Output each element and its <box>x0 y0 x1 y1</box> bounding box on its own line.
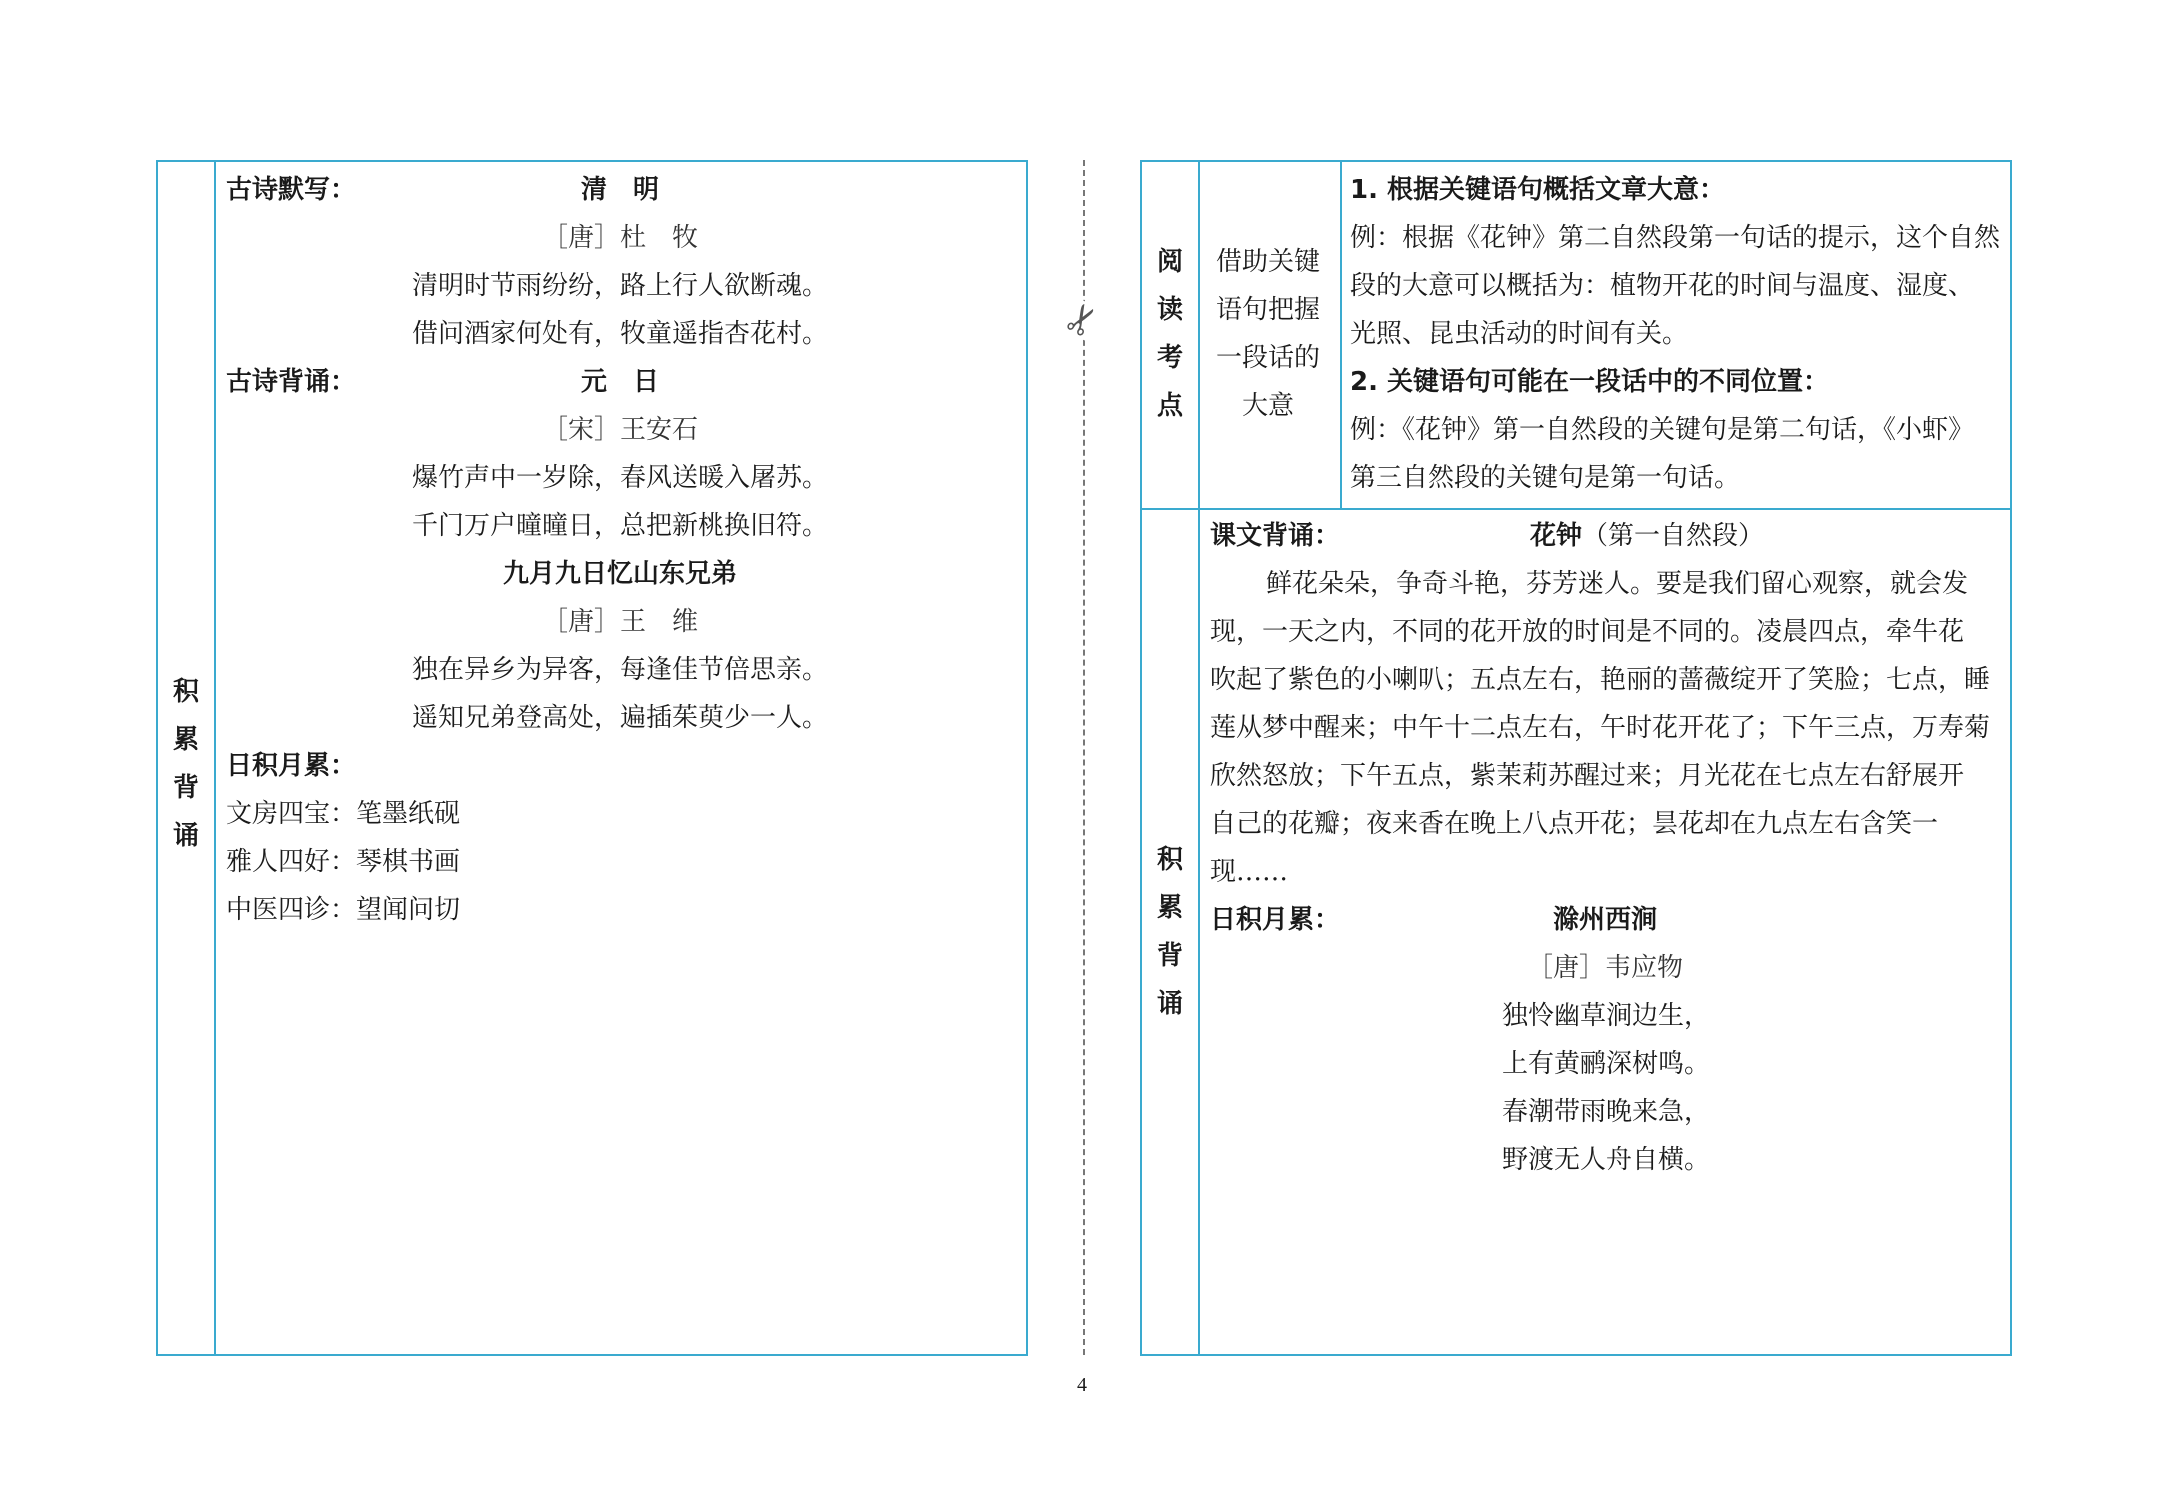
side-label-char: 背 <box>172 773 199 803</box>
recite-line: 现…… <box>1210 857 1289 887</box>
reading-topic-divider <box>1340 162 1342 508</box>
recite-title: 花钟 <box>1530 521 1583 551</box>
topic-line: 大意 <box>1241 391 1294 421</box>
right-row-divider <box>1142 508 2010 510</box>
side-label-char: 点 <box>1156 391 1183 421</box>
side-label-char: 诵 <box>172 821 199 851</box>
section-label-dictation: 古诗默写： <box>226 175 357 205</box>
poem-line: 借问酒家何处有，牧童遥指杏花村。 <box>412 319 829 349</box>
poem-author: ［唐］韦应物 <box>1526 953 1683 983</box>
topic-line: 语句把握 <box>1215 295 1320 325</box>
reading-point-line: 第三自然段的关键句是第一句话。 <box>1350 463 1741 493</box>
reading-point-line: 例：《花钟》第一自然段的关键句是第二句话，《小虾》 <box>1350 415 1975 445</box>
section-label-daily: 日积月累： <box>1210 905 1341 935</box>
recite-line: 欣然怒放；下午五点，紫茉莉苏醒过来；月光花在七点左右舒展开 <box>1210 761 1965 791</box>
poem-title: 清 明 <box>580 175 659 205</box>
recite-subtitle: （第一自然段） <box>1582 521 1765 551</box>
reading-point-heading: 2. 关键语句可能在一段话中的不同位置： <box>1350 367 1830 397</box>
recite-line: 莲从梦中醒来；中午十二点左右，午时花开花了；下午三点，万寿菊 <box>1210 713 1991 743</box>
left-side-label <box>158 668 214 860</box>
reading-topic <box>1198 238 1338 430</box>
side-label-char: 诵 <box>1156 989 1183 1019</box>
recite-line: 现，一天之内，不同的花开放的时间是不同的。凌晨四点，牵牛花 <box>1210 617 1965 647</box>
side-label-char: 读 <box>1156 295 1183 325</box>
recite-title-row <box>1530 512 1764 560</box>
poem-line: 春潮带雨晚来急， <box>1502 1097 1711 1127</box>
side-label-char: 累 <box>1156 893 1183 923</box>
recite-line: 吹起了紫色的小喇叭；五点左右，艳丽的蔷薇绽开了笑脸；七点，睡 <box>1210 665 1991 695</box>
section-label-recite: 古诗背诵： <box>226 367 357 397</box>
poem-line: 独在异乡为异客，每逢佳节倍思亲。 <box>412 655 829 685</box>
poem-title: 九月九日忆山东兄弟 <box>502 559 737 589</box>
poem-author: ［宋］王安石 <box>541 415 698 445</box>
reading-point-line: 段的大意可以概括为：植物开花的时间与温度、湿度、 <box>1350 271 1975 301</box>
poem-title: 滁州西涧 <box>1552 905 1657 935</box>
left-column-divider <box>214 162 216 1354</box>
side-label-char: 背 <box>1156 941 1183 971</box>
topic-line: 借助关键 <box>1215 247 1320 277</box>
poem-line: 清明时节雨纷纷，路上行人欲断魂。 <box>412 271 829 301</box>
poem-line: 遥知兄弟登高处，遍插茱萸少一人。 <box>412 703 829 733</box>
side-label-char: 累 <box>172 725 199 755</box>
side-label-char: 积 <box>172 677 199 707</box>
poem-line: 爆竹声中一岁除，春风送暖入屠苏。 <box>412 463 829 493</box>
reading-point-heading: 1. 根据关键语句概括文章大意： <box>1350 175 1726 205</box>
poem-author: ［唐］杜 牧 <box>541 223 698 253</box>
poem-line: 上有黄鹂深树鸣。 <box>1502 1049 1711 1079</box>
poem-line: 千门万户曈曈日，总把新桃换旧符。 <box>412 511 829 541</box>
recite-line: 自己的花瓣；夜来香在晚上八点开花；昙花却在九点左右含笑一 <box>1210 809 1939 839</box>
side-label-char: 阅 <box>1156 247 1183 277</box>
daily-item: 文房四宝：笔墨纸砚 <box>226 799 461 829</box>
reading-point-line: 光照、昆虫活动的时间有关。 <box>1350 319 1689 349</box>
side-label-char: 积 <box>1156 845 1183 875</box>
scissors-icon: ✂ <box>1054 293 1112 347</box>
page-number: 4 <box>1077 1374 1087 1396</box>
reading-side-label <box>1142 238 1198 430</box>
reading-point-line: 例：根据《花钟》第二自然段第一句话的提示，这个自然 <box>1350 223 2001 253</box>
poem-line: 野渡无人舟自横。 <box>1502 1145 1711 1175</box>
recite-line: 鲜花朵朵，争奇斗艳，芬芳迷人。要是我们留心观察，就会发 <box>1266 569 1969 599</box>
poem-title: 元 日 <box>580 367 659 397</box>
poem-line: 独怜幽草涧边生， <box>1502 1001 1711 1031</box>
daily-item: 雅人四好：琴棋书画 <box>226 847 461 877</box>
poem-author: ［唐］王 维 <box>541 607 698 637</box>
topic-line: 一段话的 <box>1215 343 1320 373</box>
daily-item: 中医四诊：望闻问切 <box>226 895 461 925</box>
recite-side-label <box>1142 836 1198 1028</box>
section-label-text-recite: 课文背诵： <box>1210 521 1341 551</box>
side-label-char: 考 <box>1156 343 1183 373</box>
section-label-daily: 日积月累： <box>226 751 357 781</box>
